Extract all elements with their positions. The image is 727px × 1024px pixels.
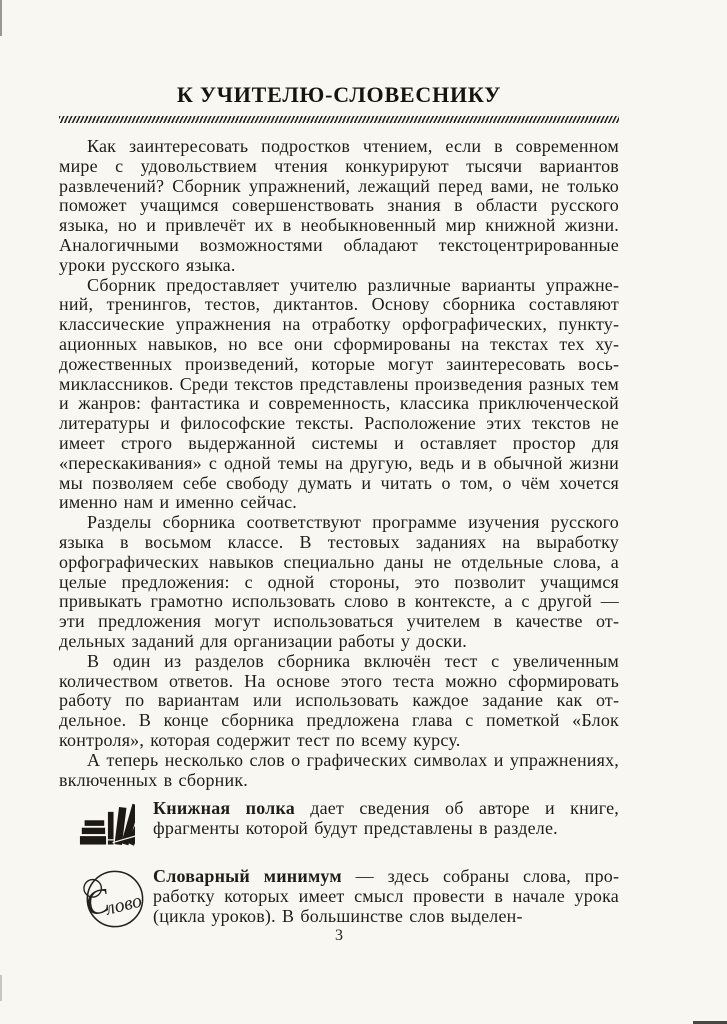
paragraph: Как заинтересовать подростков чтением, если в современном мире с удовольствием чтения конкурируют тысячи вариантов развлечений? Сборник упражнений, лежащий перед вами, не только поможет учащимся совершенствовать знания в области русского языка, но и привлечёт их в необыкновенный мир книжной жизни. Аналогичными возможностями обладают текстоцентрированные уроки русского языка.	[59, 136, 619, 275]
svg-text:лово: лово	[103, 890, 145, 920]
legend-item	[59, 867, 619, 936]
legend-term: Книжная полка	[153, 798, 295, 819]
paragraph: А теперь несколько слов о графических символах и упражнениях, включенных в сборник.	[59, 749, 619, 790]
page-content	[59, 0, 619, 949]
legend-icon-column	[59, 867, 153, 936]
body-text	[59, 137, 619, 790]
legend-icon-column	[59, 799, 153, 854]
legend-text	[153, 799, 619, 839]
paragraph: В один из разделов сборника включён тест с увеличенным количеством ответов. На основе этого теста можно сформировать работу по вариантам или использовать каждое задание как отдельное. В конце сборника предложена глава с пометкой «Блок контроля», которая содержит тест по всему курсу.	[59, 650, 619, 750]
legend-description: дает сведения об авторе и книге, фрагменты которой будут представлены в разделе.	[153, 798, 619, 839]
legend-text	[153, 867, 619, 926]
page-title: К УЧИТЕЛЮ-СЛОВЕСНИКУ	[176, 82, 502, 107]
page-number: 3	[335, 927, 343, 944]
scan-artifact	[0, 0, 2, 36]
legend-term: Словарный минимум	[153, 866, 342, 887]
paragraph: Сборник предоставляет учителю различные варианты упражнений, тренингов, тестов, диктантов. Основу сборника составляют классические упражнения на отработку орфографических, пунктуационных навыков, но все они сформированы на текстах тех художественных произведений, которые могут заинтересовать восьмиклассников. Среди текстов представлены произведения разных тем и жанров: фантастика и современность, классика приключенческой литературы и философские тексты. Расположение этих текстов не имеет строго выдержанной системы и оставляет простор для «перескакивания» с одной темы на другую, ведь и в обычной жизни мы позволяем себе свободу думать и читать о том, о чём хочется именно нам и именно сейчас.	[59, 274, 619, 513]
legend-description: — здесь собраны слова, проработку которых имеет смысл провести в начале урока (цикла уроков). В большинстве слов выделен-	[153, 866, 619, 926]
scan-artifact	[0, 975, 2, 1001]
symbols-legend	[59, 799, 619, 936]
legend-item	[59, 799, 619, 854]
decorative-hatched-rule	[59, 116, 619, 123]
paragraph: Разделы сборника соответствуют программе изучения русского языка в восьмом классе. В тестовых заданиях на выработку орфографических навыков специально даны не отдельные слова, а целые предложения: с одной стороны, это позволит учащимся привыкать грамотно использовать слово в контексте, а с другой — эти предложения могут использоваться учителем в качестве отдельных заданий для организации работы у доски.	[59, 512, 619, 651]
bookshelf-icon	[79, 836, 135, 853]
svg-text:С: С	[81, 880, 114, 925]
